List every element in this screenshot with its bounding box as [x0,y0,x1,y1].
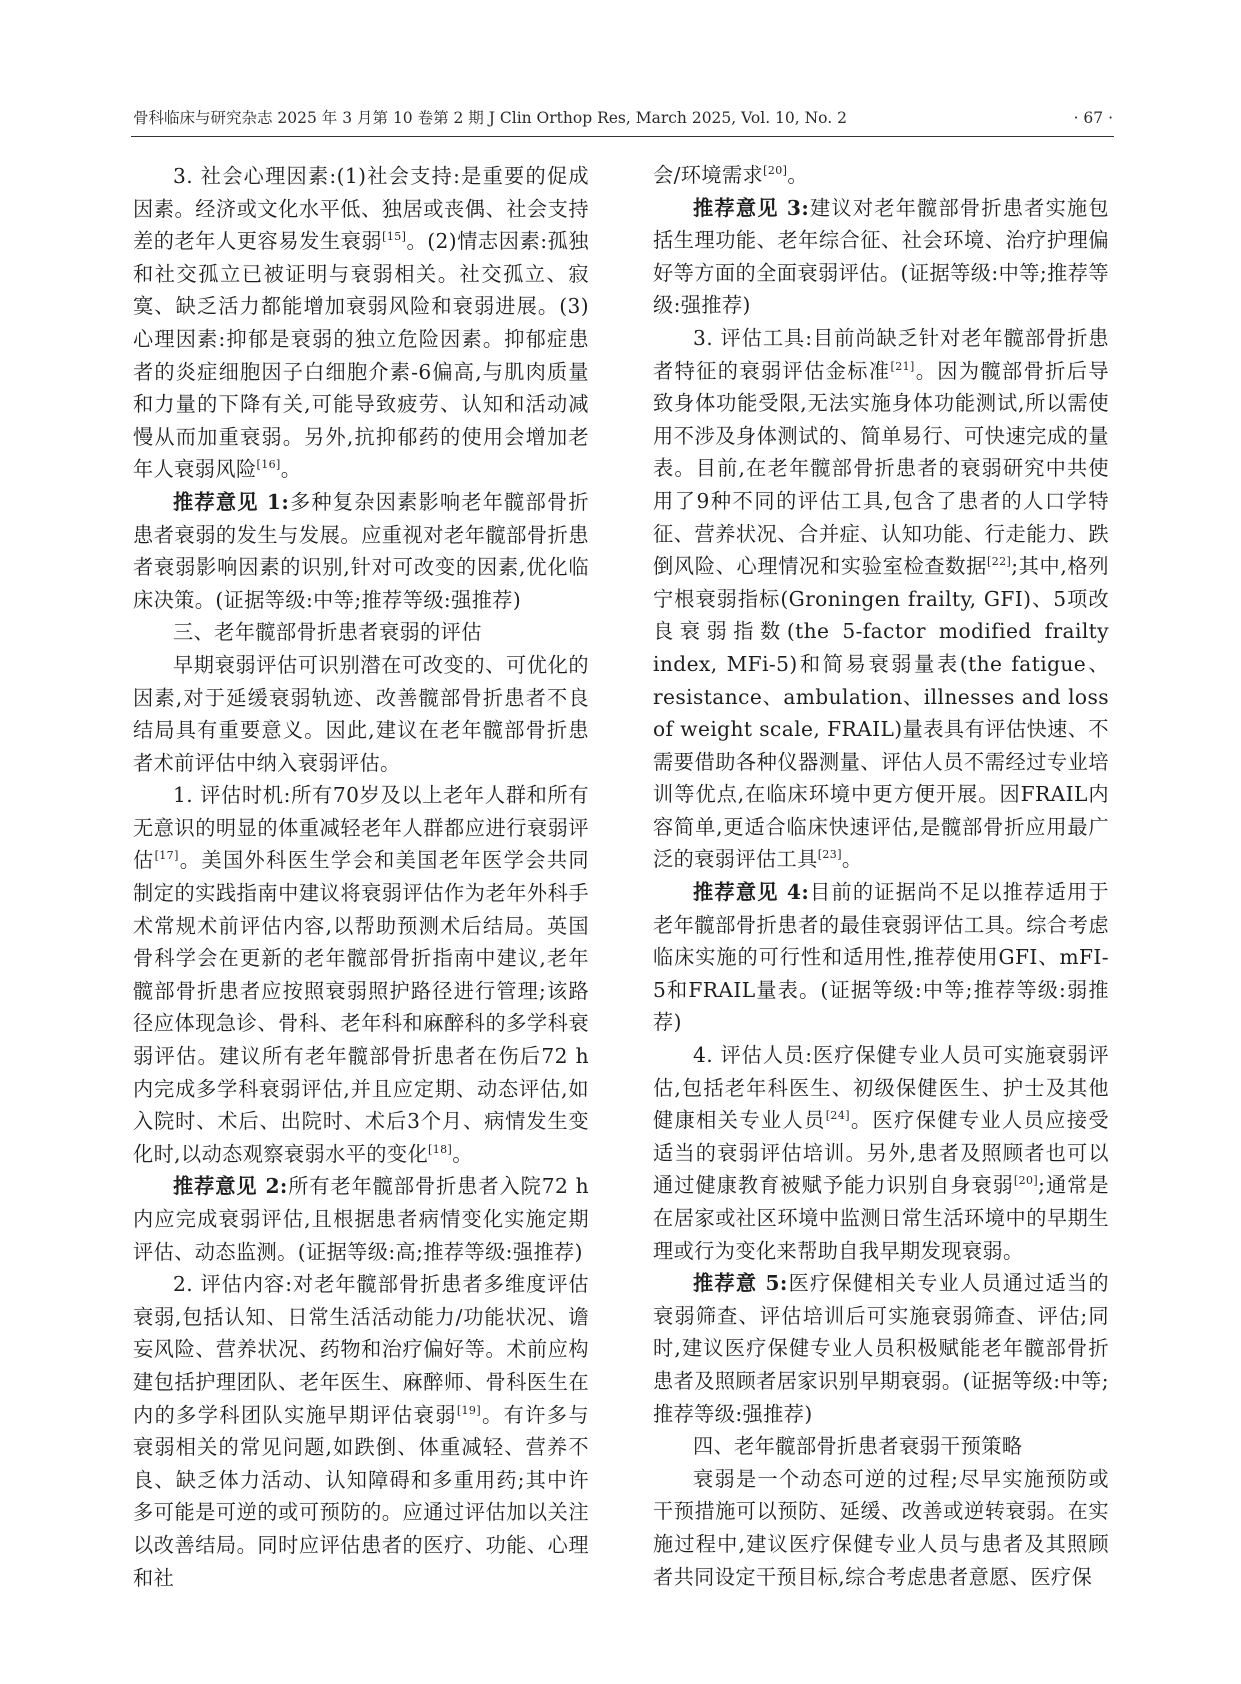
recommendation-2: 推荐意见 2:所有老年髋部骨折患者入院72 h内应完成衰弱评估,且根据患者病情变化实施定期评估、动态监测。(证据等级:高;推荐等级:强推荐) [133,1174,589,1264]
paragraph-tools: 3. 评估工具:目前尚缺乏针对老年髋部骨折患者特征的衰弱评估金标准[21]。因为髋部骨折后导致身体功能受限,无法实施身体功能测试,所以需使用不涉及身体测试的、简单易行、可快速完成的量表。目前,在老年髋部骨折患者的衰弱研究中共使用了9种不同的评估工具,包含了患者的人口学特征、营养状况、合并症、认知功能、行走能力、跌倒风险、心理情况和实验室检查数据[22];其中,格列宁根衰弱指标(Groningen frailty, GFI)、5项改良衰弱指数(the 5-factor modified frailty index, MFi-5)和简易衰弱量表(the fatigue、resistance、ambulation、illnesses and loss of weight scale, FRAIL)量表具有评估快速、不需要借助各种仪器测量、评估人员不需经过专业培训等优点,在临床环境中更方便开展。因FRAIL内容简单,更适合临床快速评估,是髋部骨折应用最广泛的衰弱评估工具[23]。 [653,325,1109,872]
recommendation-3: 推荐意见 3:建议对老年髋部骨折患者实施包括生理功能、老年综合征、社会环境、治疗护理偏好等方面的全面衰弱评估。(证据等级:中等;推荐等级:强推荐) [653,195,1110,318]
left-column [133,160,589,1594]
paragraph-social-psych: 3. 社会心理因素:(1)社会支持:是重要的促成因素。经济或文化水平低、独居或丧偶、社会支持差的老年人更容易发生衰弱[15]。(2)情志因素:孤独和社交孤立已被证明与衰弱相关。社交孤立、寂寞、缺乏活力都能增加衰弱风险和衰弱进展。(3)心理因素:抑郁是衰弱的独立危险因素。抑郁症患者的炎症细胞因子白细胞介素-6偏高,与肌肉质量和力量的下降有关,可能导致疲劳、认知和活动减慢从而加重衰弱。另外,抗抑郁药的使用会增加老年人衰弱风险[16]。 [133,164,589,482]
paragraph-early-assessment: 早期衰弱评估可识别潜在可改变的、可优化的因素,对于延缓衰弱轨迹、改善髋部骨折患者不良结局具有重要意义。因此,建议在老年髋部骨折患者术前评估中纳入衰弱评估。 [133,652,589,775]
recommendation-4: 推荐意见 4:目前的证据尚不足以推荐适用于老年髋部骨折患者的最佳衰弱评估工具。综合考虑临床实施的可行性和适用性,推荐使用GFI、mFI-5和FRAIL量表。(证据等级:中等;推荐等级:弱推荐) [653,880,1110,1035]
paragraph-timing: 1. 评估时机:所有70岁及以上老年人群和所有无意识的明显的体重减轻老年人群都应进行衰弱评估[17]。美国外科医生学会和美国老年医学会共同制定的实践指南中建议将衰弱评估作为老年外科手术常规术前评估内容,以帮助预测术后结局。英国骨科学会在更新的老年髋部骨折指南中建议,老年髋部骨折患者应按照衰弱照护路径进行管理;该路径应体现急诊、骨科、老年科和麻醉科的多学科衰弱评估。建议所有老年髋部骨折患者在伤后72 h内完成多学科衰弱评估,并且应定期、动态评估,如入院时、术后、出院时、术后3个月、病情发生变化时,以动态观察衰弱水平的变化[18]。 [133,783,589,1166]
page-number: · 67 · [1073,109,1113,127]
paragraph-continued: 会/环境需求[20]。 [653,163,808,187]
recommendation-5: 推荐意 5:医疗保健相关专业人员通过适当的衰弱筛查、评估培训后可实施衰弱筛查、评估;同时,建议医疗保健专业人员积极赋能老年髋部骨折患者及照顾者居家识别早期衰弱。(证据等级:中等;推荐等级:强推荐) [653,1271,1109,1426]
section-heading-4: 四、老年髋部骨折患者衰弱干预策略 [693,1434,1023,1459]
right-column [653,159,1109,1593]
header-rule [131,136,1114,137]
journal-citation: 骨科临床与研究杂志 2025 年 3 月第 10 卷第 2 期 J Clin Orthop Res, March 2025, Vol. 10, No. 2 [133,109,847,127]
paragraph-content: 2. 评估内容:对老年髋部骨折患者多维度评估衰弱,包括认知、日常生活活动能力/功能状况、谵妄风险、营养状况、药物和治疗偏好等。术前应构建包括护理团队、老年医生、麻醉师、骨科医生在内的多学科团队实施早期评估衰弱[19]。有许多与衰弱相关的常见问题,如跌倒、体重减轻、营养不良、缺乏体力活动、认知障碍和多重用药;其中许多可能是可逆的或可预防的。应通过评估加以关注以改善结局。同时应评估患者的医疗、功能、心理和社 [133,1272,589,1590]
paragraph-intervention: 衰弱是一个动态可逆的过程;尽早实施预防或干预措施可以预防、延缓、改善或逆转衰弱。在实施过程中,建议医疗保健专业人员与患者及其照顾者共同设定干预目标,综合考虑患者意愿、医疗保 [653,1466,1109,1589]
recommendation-1: 推荐意见 1:多种复杂因素影响老年髋部骨折患者衰弱的发生与发展。应重视对老年髋部骨折患者衰弱影响因素的识别,针对可改变的因素,优化临床决策。(证据等级:中等;推荐等级:强推荐) [133,489,590,612]
paragraph-personnel: 4. 评估人员:医疗保健专业人员可实施衰弱评估,包括老年科医生、初级保健医生、护士及其他健康相关专业人员[24]。医疗保健专业人员应接受适当的衰弱评估培训。另外,患者及照顾者也可以通过健康教育被赋予能力识别自身衰弱[20];通常是在居家或社区环境中监测日常生活环境中的早期生理或行为变化来帮助自我早期发现衰弱。 [653,1043,1110,1263]
section-heading-3: 三、老年髋部骨折患者衰弱的评估 [173,620,482,645]
